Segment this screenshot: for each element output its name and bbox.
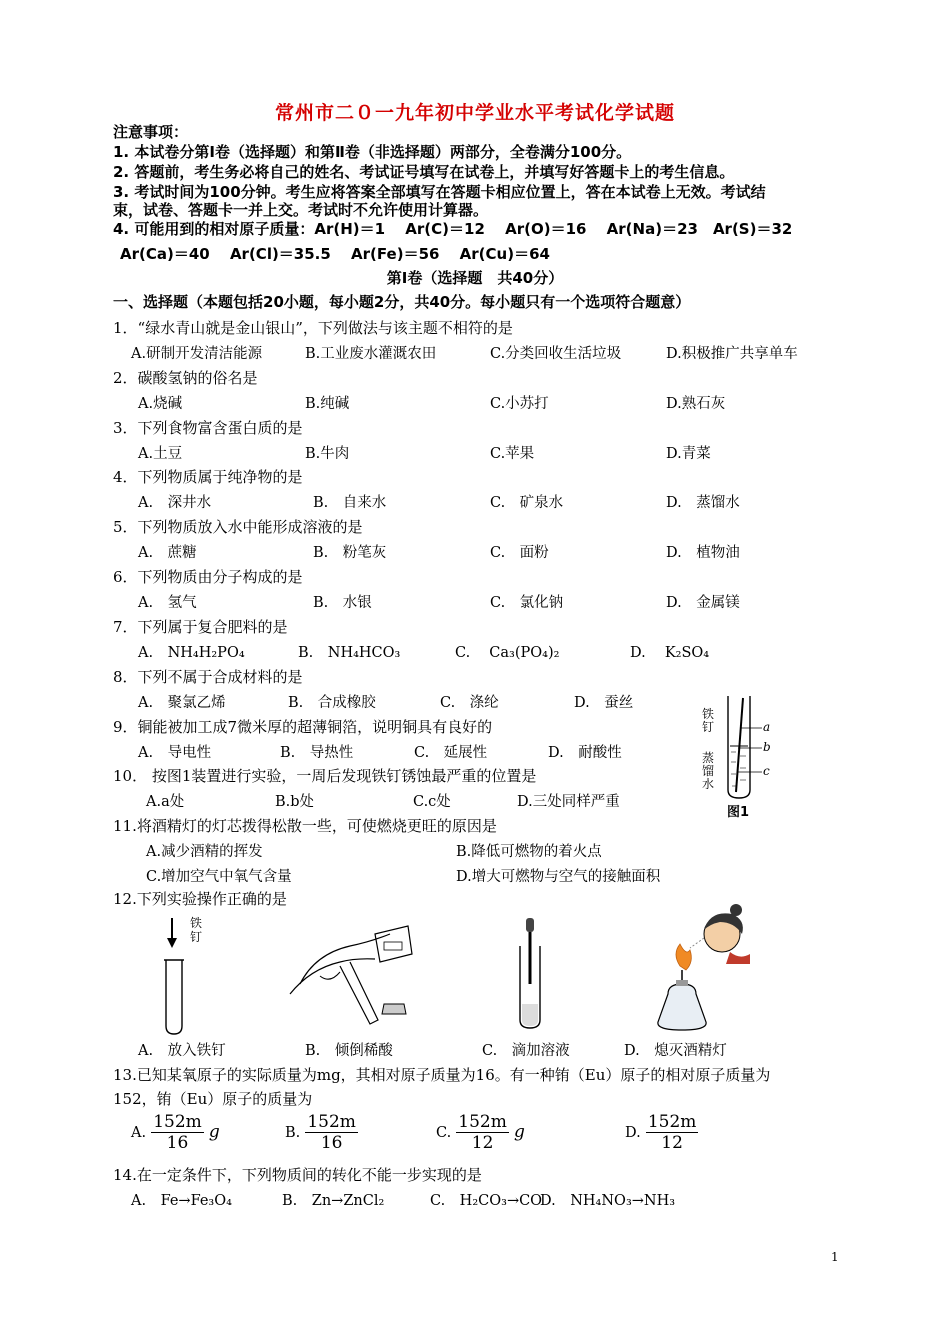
numerator: 152m bbox=[458, 1112, 507, 1132]
denominator: 12 bbox=[661, 1133, 683, 1153]
numerator: 152m bbox=[307, 1112, 356, 1132]
option: D. NH₄NO₃→NH₃ bbox=[540, 1193, 676, 1209]
option: A. 氢气 bbox=[138, 595, 197, 611]
option: D.熟石灰 bbox=[666, 396, 726, 412]
question-stem-cont: 152，铕（Eu）原子的质量为 bbox=[113, 1090, 313, 1108]
option: D.积极推广共享单车 bbox=[666, 346, 798, 362]
option: C.苹果 bbox=[490, 446, 535, 462]
option: A. Fe→Fe₃O₄ bbox=[131, 1193, 232, 1209]
option: C. 滴加溶液 bbox=[482, 1043, 570, 1059]
option: A. 导电性 bbox=[138, 745, 212, 761]
option: B.降低可燃物的着火点 bbox=[456, 844, 602, 860]
figure1-point-b: b bbox=[763, 740, 771, 754]
option: A. 聚氯乙烯 bbox=[138, 695, 226, 711]
question-stem: 4．下列物质属于纯净物的是 bbox=[113, 468, 303, 486]
numerator: 152m bbox=[647, 1112, 697, 1132]
option: A.减少酒精的挥发 bbox=[146, 844, 263, 860]
figure1-caption: 图1 bbox=[727, 805, 750, 820]
option: A. NH₄H₂PO₄ bbox=[138, 645, 245, 661]
question-stem: 11.将酒精灯的灯芯拨得松散一些，可使燃烧更旺的原因是 bbox=[113, 817, 497, 835]
option: C.分类回收生活垃圾 bbox=[490, 346, 622, 362]
option: D. 熄灭酒精灯 bbox=[624, 1043, 727, 1059]
option: C. 氯化钠 bbox=[490, 595, 564, 611]
figure1-nail-label: 铁钉 bbox=[702, 707, 715, 734]
denominator: 16 bbox=[320, 1133, 343, 1153]
figure1-point-a: a bbox=[763, 720, 771, 734]
fraction-option-a bbox=[131, 1112, 220, 1153]
option-label: B. bbox=[285, 1125, 301, 1141]
question-stem: 7．下列属于复合肥料的是 bbox=[113, 618, 288, 636]
option: B. 粉笔灰 bbox=[313, 545, 387, 561]
question-stem: 10． 按图1装置进行实验，一周后发现铁钉锈蚀最严重的位置是 bbox=[113, 767, 537, 785]
option: D. 耐酸性 bbox=[548, 745, 622, 761]
option: B. NH₄HCO₃ bbox=[298, 645, 401, 661]
numerator: 152m bbox=[153, 1112, 202, 1132]
question-stem: 3．下列食物富含蛋白质的是 bbox=[113, 419, 303, 437]
figure1-water-label: 蒸馏水 bbox=[702, 751, 715, 791]
fraction-option-c bbox=[436, 1112, 525, 1153]
option: B.b处 bbox=[275, 794, 315, 810]
pouring-acid-image bbox=[280, 914, 430, 1034]
option: D. 植物油 bbox=[666, 545, 740, 561]
section-title: 第Ⅰ卷（选择题 共40分） bbox=[386, 269, 564, 287]
option: D. K₂SO₄ bbox=[630, 645, 710, 661]
option: A.烧碱 bbox=[138, 396, 183, 412]
figure1-apparatus bbox=[722, 694, 782, 804]
option: A.研制开发清洁能源 bbox=[131, 346, 263, 362]
option: A.土豆 bbox=[138, 446, 183, 462]
option: D. 蚕丝 bbox=[574, 695, 634, 711]
page-title: 常州市二０一九年初中学业水平考试化学试题 bbox=[274, 102, 675, 124]
notice-item-4-cont: Ar(Ca)＝40 Ar(Cl)＝35.5 Ar(Fe)＝56 Ar(Cu)＝64 bbox=[120, 245, 550, 263]
option-label: C. bbox=[436, 1125, 452, 1141]
option: D.增大可燃物与空气的接触面积 bbox=[456, 869, 661, 885]
question-stem: 9．铜能被加工成7微米厚的超薄铜箔，说明铜具有良好的 bbox=[113, 718, 493, 736]
option: A.a处 bbox=[146, 794, 185, 810]
option: B.牛肉 bbox=[305, 446, 350, 462]
option: B. 导热性 bbox=[280, 745, 354, 761]
question-stem: 13.已知某氧原子的实际质量为mg，其相对原子质量为16。有一种铕（Eu）原子的相对原子质量为 bbox=[113, 1066, 771, 1084]
unit: g bbox=[513, 1122, 525, 1142]
option: B. 自来水 bbox=[313, 495, 387, 511]
option-label: D. bbox=[625, 1125, 641, 1141]
option: C. 矿泉水 bbox=[490, 495, 564, 511]
option: B. Zn→ZnCl₂ bbox=[282, 1193, 385, 1209]
option-label: A. bbox=[131, 1125, 147, 1141]
option: D.三处同样严重 bbox=[517, 794, 620, 810]
option: B.纯碱 bbox=[305, 396, 350, 412]
option: D.青菜 bbox=[666, 446, 711, 462]
option: A. 深井水 bbox=[138, 495, 212, 511]
notice-item-3-cont: 束，试卷、答题卡一并上交。考试时不允许使用计算器。 bbox=[113, 201, 489, 219]
question-stem: 8．下列不属于合成材料的是 bbox=[113, 668, 303, 686]
unit: g bbox=[208, 1122, 220, 1142]
option: A. 放入铁钉 bbox=[138, 1043, 226, 1059]
option: C. 延展性 bbox=[414, 745, 488, 761]
question-stem: 12.下列实验操作正确的是 bbox=[113, 890, 287, 908]
fraction-option-b bbox=[285, 1112, 358, 1153]
notice-item-3: 3. 考试时间为100分钟。考生应将答案全部填写在答题卡相应位置上，答在本试卷上无效。考试结 bbox=[113, 183, 766, 201]
fraction-option-d bbox=[625, 1112, 698, 1153]
question-stem: 5．下列物质放入水中能形成溶液的是 bbox=[113, 518, 363, 536]
page-number: 1 bbox=[831, 1250, 839, 1264]
test-tube-nail-image bbox=[160, 914, 200, 1039]
notice-item-1: 1. 本试卷分第Ⅰ卷（选择题）和第Ⅱ卷（非选择题）两部分，全卷满分100分。 bbox=[113, 143, 632, 161]
option: B. 倾倒稀酸 bbox=[305, 1043, 393, 1059]
question-stem: 2．碳酸氢钠的俗名是 bbox=[113, 369, 258, 387]
option: D. 金属镁 bbox=[666, 595, 740, 611]
part-title: 一、选择题（本题包括20小题，每小题2分，共40分。每小题只有一个选项符合题意） bbox=[113, 293, 691, 311]
question-stem: 1．“绿水青山就是金山银山”，下列做法与该主题不相符的是 bbox=[113, 319, 513, 337]
option: A. 蔗糖 bbox=[138, 545, 197, 561]
option: C. 涤纶 bbox=[440, 695, 499, 711]
notice-heading: 注意事项： bbox=[113, 123, 189, 141]
notice-item-2: 2. 答题前，考生务必将自己的姓名、考试证号填写在试卷上，并填写好答题卡上的考生信息。 bbox=[113, 163, 735, 181]
option: D. 蒸馏水 bbox=[666, 495, 740, 511]
option: B. 水银 bbox=[313, 595, 372, 611]
question-stem: 6．下列物质由分子构成的是 bbox=[113, 568, 303, 586]
option: C. Ca₃(PO₄)₂ bbox=[455, 645, 560, 661]
option: C. H₂CO₃→CO bbox=[430, 1193, 543, 1209]
option: C.c处 bbox=[413, 794, 451, 810]
option: C.小苏打 bbox=[490, 396, 549, 412]
notice-item-4: 4. 可能用到的相对原子质量：Ar(H)＝1 Ar(C)＝12 Ar(O)＝16 Ar(Na)＝23 Ar(S)＝32 bbox=[113, 220, 793, 238]
dropper-image bbox=[510, 914, 550, 1034]
option: C. 面粉 bbox=[490, 545, 549, 561]
option: B. 合成橡胶 bbox=[288, 695, 376, 711]
question-stem: 14.在一定条件下，下列物质间的转化不能一步实现的是 bbox=[113, 1166, 482, 1184]
denominator: 12 bbox=[471, 1133, 494, 1153]
figure1-point-c: c bbox=[763, 764, 770, 778]
alcohol-lamp-image bbox=[650, 904, 760, 1039]
denominator: 16 bbox=[166, 1133, 189, 1153]
nail-label: 铁钉 bbox=[190, 916, 203, 944]
option: B.工业废水灌溉农田 bbox=[305, 346, 437, 362]
option: C.增加空气中氧气含量 bbox=[146, 869, 292, 885]
